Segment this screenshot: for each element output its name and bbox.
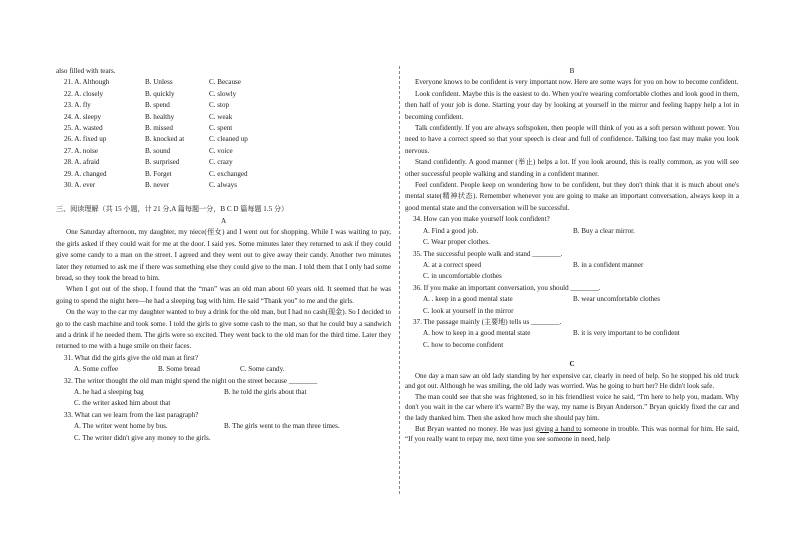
cloze-option-row (56, 89, 391, 100)
passage-c-paragraph-1: One day a man saw an old lady standing by her expensive car, clearly in need of help. So he stopped his old truck and got out. Although he was smiling, the old lady was worried. Was he going to hurt her? He didn't look safe. (405, 371, 739, 391)
underlined-phrase: giving a hand to (535, 424, 582, 433)
cloze-option-row (56, 180, 391, 191)
option-text: C. look at yourself in the mirror (423, 306, 514, 315)
cloze-option: B. sound (145, 146, 171, 155)
question-stem: 34. How can you make yourself look confident? (413, 215, 550, 224)
question-options (56, 364, 391, 375)
passage-b-label: B (569, 67, 575, 75)
passage-c-paragraph-2: The man could see that she was frightened, so in his friendliest voice he said, “I'm here to help you, madam. Why don't you wait in the car where it's warm? By the way, my name is Bryan Anderson.” Bryan quickly fixed the car and the lady thanked him. Then she asked how much she should pay him. (405, 392, 739, 422)
option-text: C. Wear proper clothes. (423, 238, 490, 247)
question-stem: 35. The successful people walk and stand ________. (413, 249, 563, 258)
question-options (405, 294, 739, 305)
cloze-option: C. stop (209, 101, 230, 110)
cloze-option: B. missed (145, 124, 173, 133)
passage-c-p3-after: someone in trouble. This was normal for him. He said, “If you really want to repay me, next time you see someone in need, help (405, 424, 739, 444)
cloze-option: 22. A. closely (64, 89, 104, 98)
option-text: A. Some coffee (74, 365, 119, 374)
cloze-option: C. voice (209, 146, 233, 155)
option-text: B. in a confident manner (573, 260, 644, 269)
question-stem: 37. The passage mainly (主要地) tells us ________. (413, 317, 562, 326)
cloze-option-row (56, 169, 391, 180)
passage-a-paragraph-2: When I got out of the shop, I found that the “man” was an old man about 60 years old. It seemed that he was going to spend the night here—he had a sleeping bag with him. He said “Thank you” to me and the girls. (56, 285, 391, 305)
question-stem: 31. What did the girls give the old man at first? (64, 353, 199, 362)
passage-b-paragraph-4: Stand confidently. A good manner (举止) helps a lot. If you look around, this is really common, as you will see other successful people walking and standing in a confident manner. (405, 158, 739, 178)
cloze-option: C. spent (209, 124, 233, 133)
cloze-option: B. Forget (145, 169, 172, 178)
question-options (405, 260, 739, 271)
cloze-option-row (56, 157, 391, 168)
option-text: A. . keep in a good mental state (423, 295, 513, 304)
cloze-option: B. healthy (145, 112, 175, 121)
passage-b-paragraph-3: Talk confidently. If you are always softspoken, then people will think of you as a soft person without power. You need to have a correct speed so that your speech is clear and full of confidence. Talking too fast may make you look nervous. (405, 124, 739, 155)
passage-b-questions (405, 214, 739, 351)
option-text: B. The girls went to the man three times. (224, 422, 340, 431)
cloze-option-row (56, 134, 391, 145)
question-stem: 33. What can we learn from the last paragraph? (64, 410, 199, 419)
cloze-option: C. Because (209, 78, 241, 87)
passage-a-paragraph-1: One Saturday afternoon, my daughter, my niece(侄女) and I went out for shopping. While I was waiting to pay, the girls asked if they could wait for me at the door. I said yes. Some minutes later they returned to ask if they could give some candy to a man on the street. I agreed and they went out to give away their candy. Another two minutes later they returned to ask me if there was something else they could give to the man. I told them that I only had some bread, so they took the bread to him. (56, 228, 391, 282)
question-stem: 36. If you make an important conversation, you should ________. (413, 283, 601, 292)
option-text: C. The writer didn't give any money to the girls. (74, 433, 211, 442)
cloze-option: 30. A. ever (64, 181, 96, 190)
question-options (56, 421, 391, 432)
cloze-option: 21. A. Although (64, 78, 110, 87)
passage-c-label: C (569, 360, 575, 369)
cloze-option: 24. A. sleepy (64, 112, 102, 121)
option-text: A. how to keep in a good mental state (423, 329, 531, 338)
cloze-option-row (56, 123, 391, 134)
passage-c-p3-before: But Bryan wanted no money. He was just (415, 424, 536, 433)
cloze-option: B. never (145, 181, 170, 190)
cloze-option: C. slowly (209, 89, 237, 98)
intro-line: also filled with tears. (56, 67, 116, 75)
cloze-option: C. exchanged (209, 169, 248, 178)
cloze-option: B. knocked at (145, 135, 185, 144)
passage-b-paragraph-5: Feel confident. People keep on wondering how to be confident, but they don't think that it is much about one's mental state(精神状态). Remember whenever you are going to make an important conversation, always keep in a good mental state and the conversation will be successful. (405, 181, 739, 212)
cloze-option: B. surprised (145, 158, 180, 167)
cloze-option-row (56, 100, 391, 111)
option-text: B. he told the girls about that (224, 387, 307, 396)
question-options (405, 328, 739, 339)
cloze-option-row (56, 112, 391, 123)
question-stem: 32. The writer thought the old man might spend the night on the street because ________ (64, 376, 318, 385)
question-options (56, 387, 391, 398)
passage-a-label: A (220, 216, 227, 225)
cloze-option: 23. A. fly (64, 101, 91, 110)
option-text: A. he had a sleeping bag (74, 387, 144, 396)
option-text: C. how to become confident (423, 340, 504, 349)
cloze-option: 27. A. noise (64, 146, 98, 155)
cloze-option-row (56, 77, 391, 88)
option-text: C. Some candy. (240, 365, 285, 374)
cloze-option: 28. A. afraid (64, 158, 100, 167)
left-column (56, 66, 391, 444)
option-text: B. wear uncomfortable clothes (573, 295, 661, 304)
cloze-option: C. weak (209, 112, 233, 121)
cloze-option: 29. A. changed (64, 169, 107, 178)
option-text: A. The writer went home by bus. (74, 422, 168, 431)
cloze-options (56, 77, 391, 191)
option-text: B. it is very important to be confident (573, 329, 680, 338)
cloze-option: 26. A. fixed up (64, 135, 107, 144)
passage-c-paragraph-3 (405, 424, 739, 445)
passage-c (405, 359, 739, 445)
section-heading: 三、阅读理解（共 15 小题，计 21 分,A 篇每题一分，B C D 篇每题 1.5 分） (56, 205, 289, 214)
option-text: A. at a correct speed (423, 260, 482, 269)
option-text: C. the writer asked him about that (74, 399, 171, 408)
cloze-option: C. crazy (209, 158, 233, 167)
option-text: C. in uncomfortable clothes (423, 272, 502, 281)
cloze-option-row (56, 146, 391, 157)
option-text: B. Some bread (158, 365, 200, 374)
right-column (405, 66, 739, 445)
passage-a-questions (56, 353, 391, 444)
cloze-option: 25. A. wasted (64, 124, 103, 133)
question-options (405, 226, 739, 237)
passage-b-paragraph-2: Look confident. Maybe this is the easiest to do. When you're wearing comfortable clothes and look good in them, then half of your job is done. Starting your day by looking at yourself in the mirror and feeling happy help a lot in becoming confident. (405, 89, 739, 121)
cloze-option: B. Unless (145, 78, 173, 87)
passage-a-paragraph-3: On the way to the car my daughter wanted to buy a drink for the old man, but I had no cash(现金). So I decided to go to the cash machine and took some. I told the girls to give some cash to the man, so that he could buy a sandwich and a drink if he needed them. The girls were so excited. They went back to the old man for the third time. Later they returned to me with a huge smile on their faces. (56, 308, 391, 351)
passage-b-paragraph-1: Everyone knows to be confident is very important now. Here are some ways for you on how to become confident. (415, 78, 739, 87)
cloze-option: B. spend (145, 101, 170, 110)
cloze-option: C. always (209, 181, 237, 190)
option-text: B. Buy a clear mirror. (573, 226, 635, 235)
cloze-option: B. quickly (145, 89, 175, 98)
option-text: A. Find a good job. (423, 226, 479, 235)
cloze-option: C. cleaned up (209, 135, 248, 144)
